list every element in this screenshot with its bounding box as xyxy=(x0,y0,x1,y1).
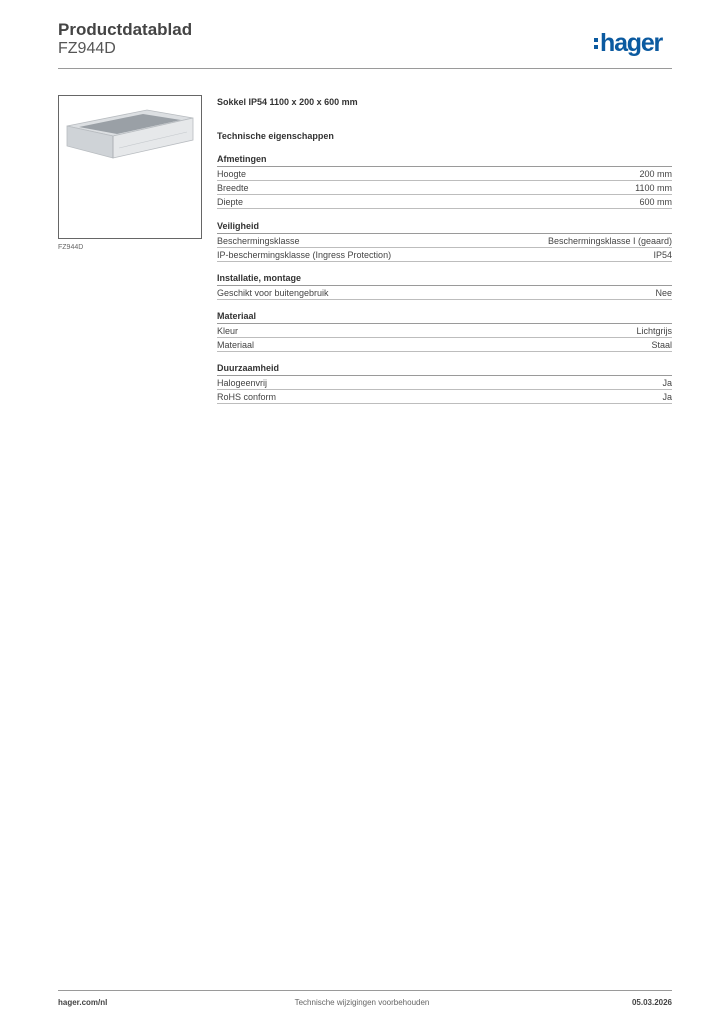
row-value: 600 mm xyxy=(639,197,672,207)
row-label: Materiaal xyxy=(217,340,255,350)
row-label: Beschermingsklasse xyxy=(217,236,300,246)
table-row xyxy=(217,286,672,300)
row-label: Hoogte xyxy=(217,169,247,179)
logo-text: hager xyxy=(600,29,663,57)
plinth-base-icon xyxy=(59,96,201,238)
product-code: FZ944D xyxy=(58,40,116,57)
product-name: Sokkel IP54 1100 x 200 x 600 mm xyxy=(217,97,358,107)
section-title: Veiligheid xyxy=(217,220,672,234)
image-caption: FZ944D xyxy=(58,244,84,251)
section-material xyxy=(217,310,672,352)
section-installation xyxy=(217,272,672,300)
section-dimensions xyxy=(217,153,672,209)
section-safety xyxy=(217,220,672,262)
table-row xyxy=(217,167,672,181)
row-value: 200 mm xyxy=(639,169,672,179)
table-row xyxy=(217,248,672,262)
row-value: Lichtgrijs xyxy=(636,326,672,336)
footer-disclaimer: Technische wijzigingen voorbehouden xyxy=(294,998,430,1007)
row-label: Breedte xyxy=(217,183,249,193)
row-label: RoHS conform xyxy=(217,392,277,402)
table-row xyxy=(217,181,672,195)
section-title: Duurzaamheid xyxy=(217,362,672,376)
row-value: Ja xyxy=(662,378,672,388)
product-image xyxy=(58,95,202,239)
footer-divider xyxy=(58,990,672,991)
row-label: Halogeenvrij xyxy=(217,378,268,388)
footer-website-link[interactable]: hager.com/nl xyxy=(58,998,108,1007)
row-label: IP-beschermingsklasse (Ingress Protection) xyxy=(217,250,392,260)
table-row xyxy=(217,376,672,390)
table-row xyxy=(217,390,672,404)
row-label: Diepte xyxy=(217,197,244,207)
row-value: Staal xyxy=(651,340,672,350)
row-value: IP54 xyxy=(653,250,672,260)
section-title: Installatie, montage xyxy=(217,272,672,286)
table-row xyxy=(217,324,672,338)
row-label: Kleur xyxy=(217,326,239,336)
row-value: Ja xyxy=(662,392,672,402)
header-divider xyxy=(58,68,672,69)
technical-properties-heading: Technische eigenschappen xyxy=(217,131,334,141)
row-value: Beschermingsklasse I (geaard) xyxy=(547,236,672,246)
row-value: Nee xyxy=(655,288,672,298)
section-sustainability xyxy=(217,362,672,404)
row-value: 1100 mm xyxy=(635,183,672,193)
section-title: Afmetingen xyxy=(217,153,672,167)
hager-logo[interactable] xyxy=(594,27,662,59)
table-row xyxy=(217,195,672,209)
page-title: Productdatablad xyxy=(58,20,193,39)
table-row xyxy=(217,338,672,352)
footer-date: 05.03.2026 xyxy=(631,998,672,1007)
product-details xyxy=(217,95,672,404)
table-row xyxy=(217,234,672,248)
row-label: Geschikt voor buitengebruik xyxy=(217,288,329,298)
logo-colon-icon xyxy=(594,38,598,49)
section-title: Materiaal xyxy=(217,310,672,324)
